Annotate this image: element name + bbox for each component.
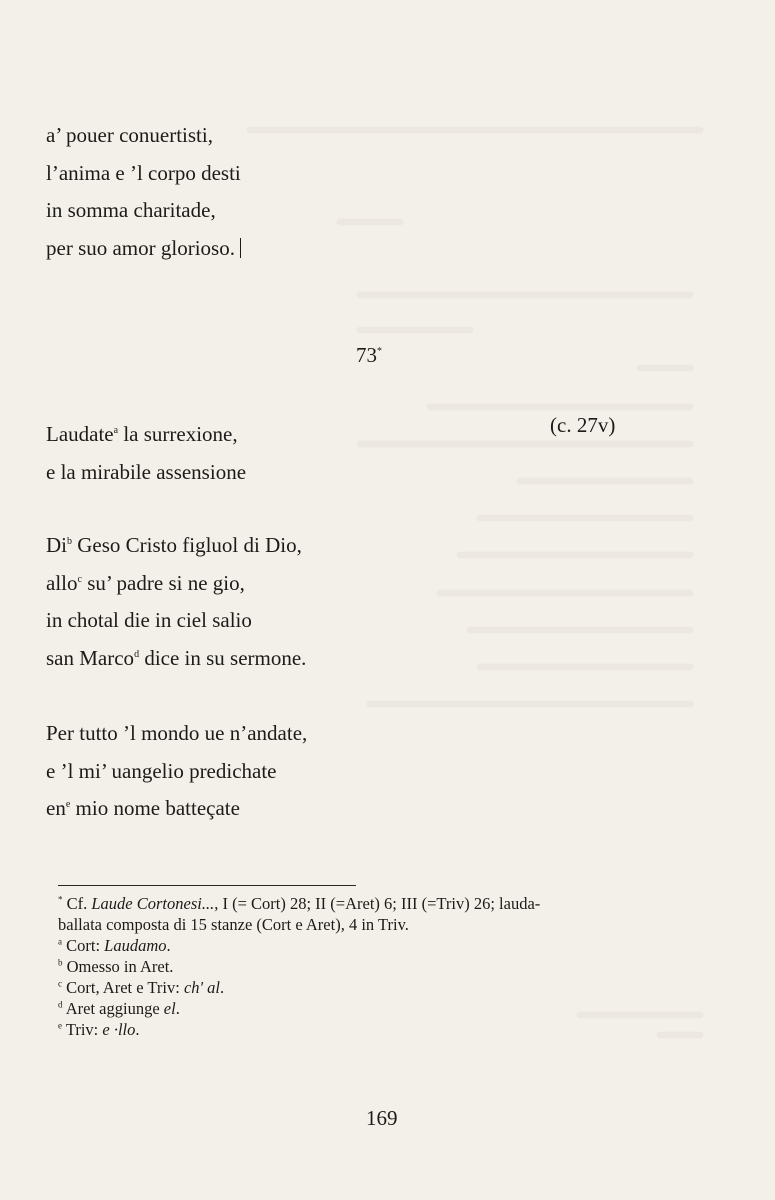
verse-line: in chotal die in ciel salio — [46, 608, 252, 632]
footnote-mark: * — [377, 346, 382, 357]
footnote-text: Triv: — [65, 1020, 103, 1039]
stanza-1 — [46, 527, 306, 677]
footnote-mark: c — [58, 978, 62, 989]
verse-line: e ’l mi’ uangelio predichate — [46, 758, 277, 783]
footnote-text: . — [135, 1020, 140, 1039]
footnote-text: . — [220, 978, 225, 997]
footnote-mark: * — [58, 894, 63, 905]
footnote-mark: d — [58, 999, 63, 1010]
footnote-text: . — [166, 936, 171, 955]
footnote-mark: a — [113, 425, 119, 436]
footnote-text: Cort, Aret e Triv: — [66, 978, 184, 997]
verse-line: l’anima e ’l corpo desti — [46, 160, 241, 185]
verse-line — [46, 640, 306, 678]
footnote-mark: b — [67, 536, 72, 547]
footnote-text: Cort: — [66, 936, 105, 955]
poem-number — [356, 343, 382, 368]
carta-reference: (c. 27v) — [550, 413, 616, 437]
verse-text: san Marco — [46, 645, 135, 670]
footnote-italic: el — [163, 999, 176, 1018]
verse-text: per suo amor glorioso. — [46, 235, 235, 260]
footnote-italic: ch' al — [183, 978, 220, 997]
verse-line — [46, 790, 307, 828]
footnote-d — [58, 998, 698, 1019]
footnote-rule — [58, 885, 356, 886]
verse-line: e la mirabile assensione — [46, 459, 247, 484]
verse-text: allo — [46, 570, 78, 595]
verse-text: la surrexione, — [118, 422, 238, 446]
footnote-italic: Laude Cortonesi... — [91, 894, 215, 913]
verse-text: dice in su sermone. — [139, 645, 307, 670]
verse-text: Geso Cristo figluol di Dio, — [72, 533, 302, 557]
footnote-mark: e — [58, 1020, 62, 1031]
verse-text: Di — [46, 533, 67, 557]
poem-number-text: 73 — [356, 343, 377, 367]
footnote-b — [58, 956, 698, 977]
verse-text: mio nome batteçate — [70, 796, 240, 820]
footnotes — [58, 893, 698, 1040]
verse-line: a’ pouer conuertisti, — [46, 123, 213, 147]
end-bar — [240, 238, 241, 258]
footnote-mark: c — [77, 573, 82, 585]
verse-line: in somma charitade, — [46, 198, 216, 222]
verse-line — [46, 565, 306, 603]
verse-line — [46, 527, 306, 565]
footnote-text: , I (= Cort) 28; II (=Aret) 6; III (=Triv) 26; lauda- — [214, 894, 541, 913]
verse-text: su’ padre si ne gio, — [81, 570, 245, 595]
verse-text: Laudate — [46, 422, 114, 446]
footnote-c — [58, 977, 698, 998]
verse-line: Per tutto ’l mondo ue n’andate, — [46, 721, 308, 745]
footnote-mark: a — [58, 936, 62, 947]
footnote-star — [58, 893, 698, 914]
footnote-e — [58, 1019, 698, 1040]
stanza-previous — [46, 117, 241, 267]
footnote-star-cont: ballata composta di 15 stanze (Cort e Aret), 4 in Triv. — [58, 915, 409, 934]
verse-text: en — [46, 796, 66, 820]
stanza-2 — [46, 715, 307, 828]
footnote-italic: Laudamo — [104, 936, 167, 955]
footnote-a — [58, 935, 698, 956]
refrain — [46, 416, 246, 491]
footnote-mark: e — [65, 799, 71, 810]
footnote-mark: d — [134, 648, 140, 660]
page-number: 169 — [366, 1106, 398, 1130]
footnote-text: . — [175, 999, 180, 1018]
verse-line-last — [46, 230, 241, 268]
footnote-italic: e ·llo — [102, 1020, 136, 1039]
footnote-mark: b — [58, 957, 63, 968]
footnote-text: Omesso in Aret. — [66, 957, 174, 976]
verse-line — [46, 416, 246, 454]
footnote-text: Cf. — [66, 894, 92, 913]
footnote-text: Aret aggiunge — [65, 999, 164, 1018]
